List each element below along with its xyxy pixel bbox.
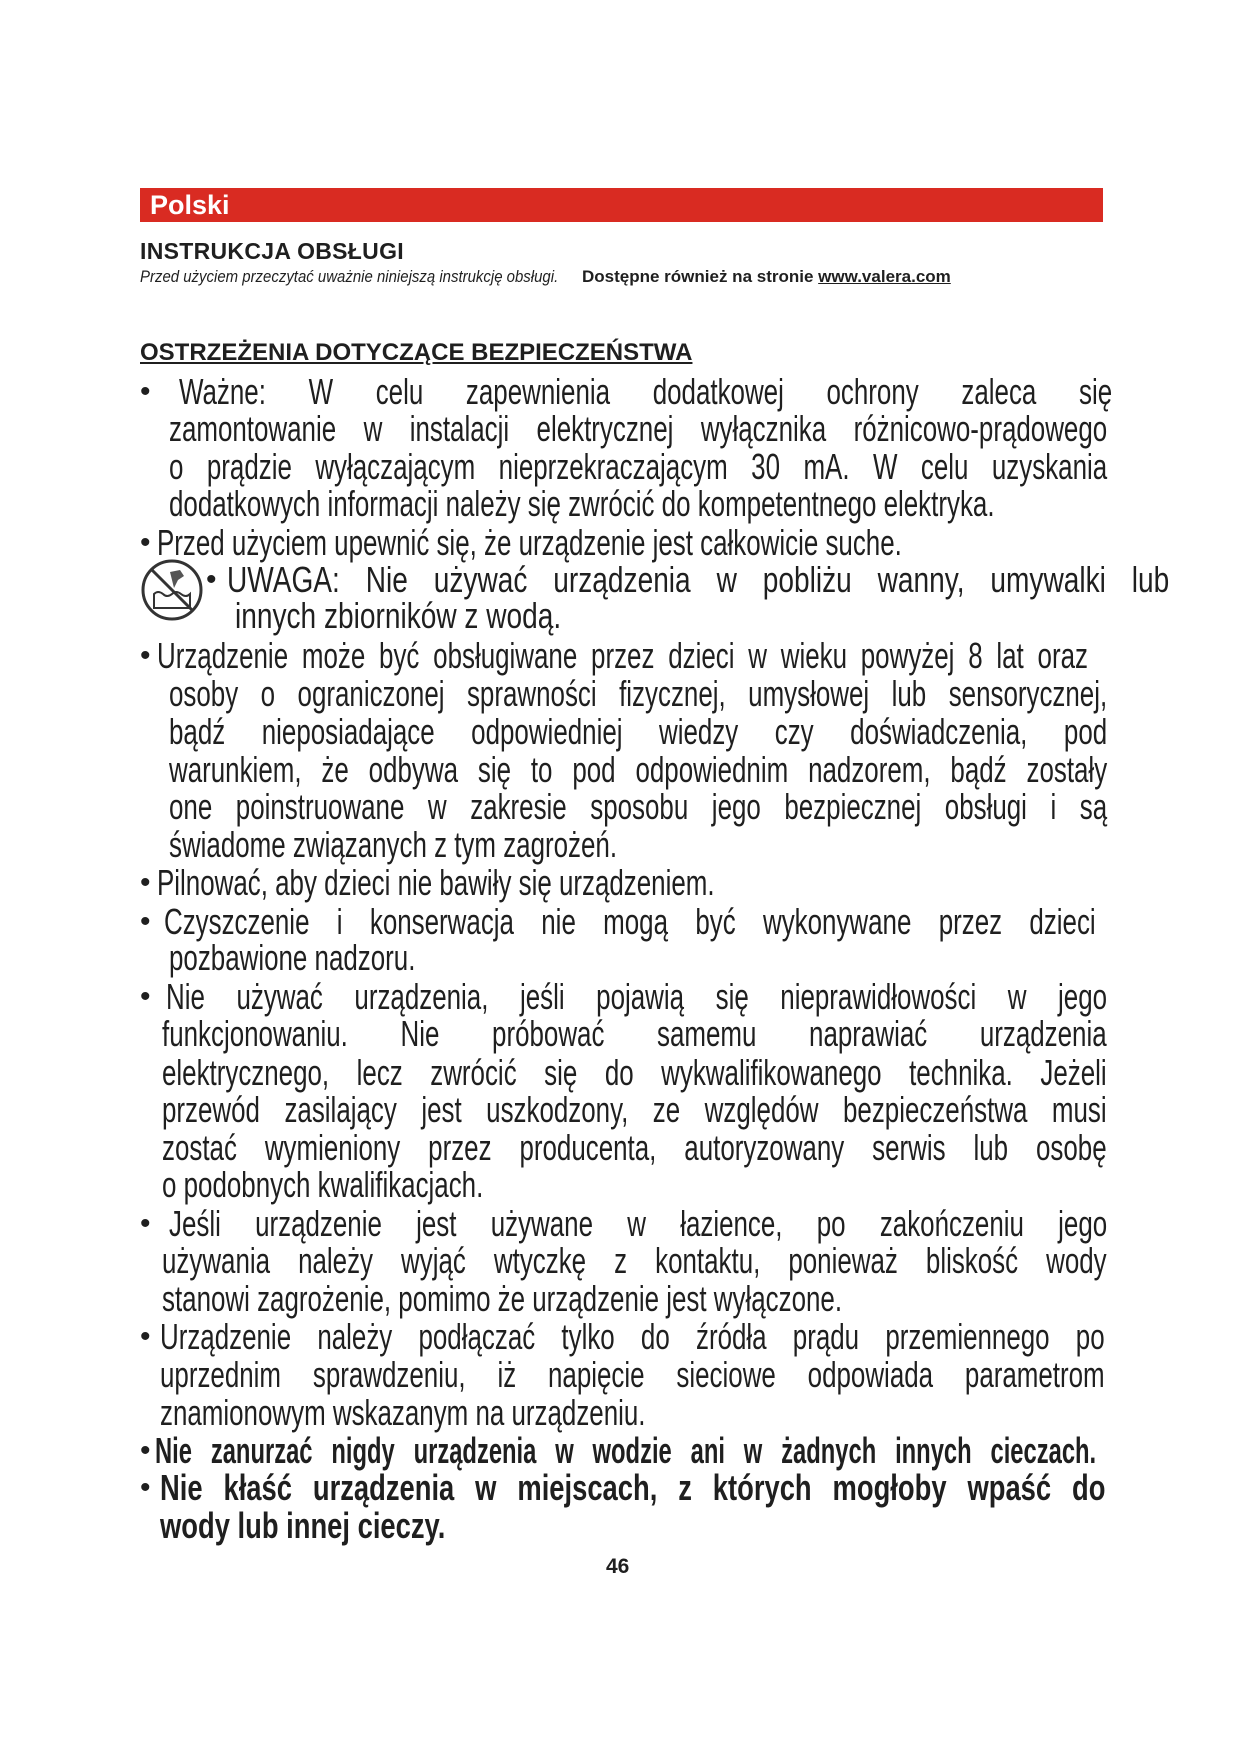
text-line: osoby o ograniczonej sprawności fizycznej, umysłowej lub sensorycznej, (169, 673, 1108, 714)
bullet: • (140, 1434, 151, 1467)
text-line: stanowi zagrożenie, pomimo że urządzenie jest wyłączone. (162, 1278, 843, 1319)
text-line: zostać wymieniony przez producenta, autoryzowany serwis lub osobę (162, 1127, 1107, 1168)
intro-bold: Dostępne również na stronie (582, 267, 814, 286)
text-line: innych zbiorników z wodą. (235, 595, 562, 636)
text-line: elektrycznego, lecz zwrócić się do wykwalifikowanego technika. Jeżeli (162, 1052, 1107, 1093)
text-line: używania należy wyjąć wtyczkę z kontaktu, ponieważ bliskość wody (162, 1240, 1107, 1281)
text-line: Przed użyciem upewnić się, że urządzenie jest całkowicie suche. (157, 522, 902, 563)
warning-line-bold: wody lub innej cieczy. (160, 1505, 446, 1546)
text-line: o podobnych kwalifikacjach. (162, 1164, 484, 1205)
text-line: Ważne: W celu zapewnienia dodatkowej ochrony zaleca się (179, 371, 1113, 412)
text-line: UWAGA: Nie używać urządzenia w pobliżu wanny, umywalki lub (227, 559, 1170, 600)
bullet: • (140, 1207, 151, 1240)
bullet: • (140, 526, 151, 559)
text-line: Jeśli urządzenie jest używane w łazience, po zakończeniu jego (169, 1203, 1108, 1244)
text-line: zamontowanie w instalacji elektrycznej wyłącznika różnicowo-prądowego (169, 408, 1108, 449)
bullet: • (140, 980, 151, 1013)
no-water-bath-warning-icon (140, 558, 204, 622)
warning-line-bold: Nie zanurzać nigdy urządzenia w wodzie ani w żadnych innych cieczach. (155, 1430, 1097, 1471)
text-line: świadome związanych z tym zagrożeń. (169, 824, 618, 865)
document-title: INSTRUKCJA OBSŁUGI (140, 238, 404, 264)
intro-italic: Przed użyciem przeczytać uważnie niniejszą instrukcję obsługi. (140, 267, 559, 286)
text-line: pozbawione nadzoru. (169, 937, 416, 978)
bullet: • (140, 375, 151, 408)
bullet: • (140, 639, 151, 672)
bullet: • (140, 1320, 151, 1353)
warning-line-bold: Nie kłaść urządzenia w miejscach, z których mogłoby wpaść do (160, 1467, 1106, 1508)
section-title: OSTRZEŻENIA DOTYCZĄCE BEZPIECZEŃSTWA (140, 339, 693, 366)
bullet: • (206, 563, 217, 596)
page-number: 46 (606, 1555, 630, 1578)
bullet: • (140, 905, 151, 938)
text-line: znamionowym wskazanym na urządzeniu. (160, 1392, 646, 1433)
bullet: • (140, 1471, 151, 1504)
text-line: dodatkowych informacji należy się zwrócić do kompetentnego elektryka. (169, 483, 995, 524)
text-line: funkcjonowaniu. Nie próbować samemu naprawiać urządzenia (162, 1013, 1107, 1054)
text-line: przewód zasilający jest uszkodzony, ze względów bezpieczeństwa musi (162, 1089, 1107, 1130)
text-line: one poinstruowane w zakresie sposobu jego bezpiecznej obsługi i są (169, 786, 1108, 827)
language-banner (140, 188, 1103, 222)
text-line: o prądzie wyłączającym nieprzekraczającym 30 mA. W celu uzyskania (169, 446, 1108, 487)
text-line: Urządzenie należy podłączać tylko do źródła prądu przemiennego po (160, 1316, 1105, 1357)
text-line: Nie używać urządzenia, jeśli pojawią się nieprawidłowości w jego (166, 976, 1108, 1017)
text-line: bądź nieposiadające odpowiedniej wiedzy czy doświadczenia, pod (169, 711, 1108, 752)
text-line: Urządzenie może być obsługiwane przez dzieci w wieku powyżej 8 lat oraz (157, 635, 1088, 676)
text-line: Pilnować, aby dzieci nie bawiły się urządzeniem. (157, 862, 715, 903)
text-line: uprzednim sprawdzeniu, iż napięcie sieciowe odpowiada parametrom (160, 1354, 1105, 1395)
website-link[interactable]: www.valera.com (818, 267, 951, 286)
text-line: Czyszczenie i konserwacja nie mogą być wykonywane przez dzieci (164, 901, 1096, 942)
intro-line (140, 267, 951, 287)
bullet: • (140, 866, 151, 899)
language-label: Polski (150, 190, 230, 220)
text-line: warunkiem, że odbywa się to pod odpowiednim nadzorem, bądź zostały (169, 749, 1108, 790)
